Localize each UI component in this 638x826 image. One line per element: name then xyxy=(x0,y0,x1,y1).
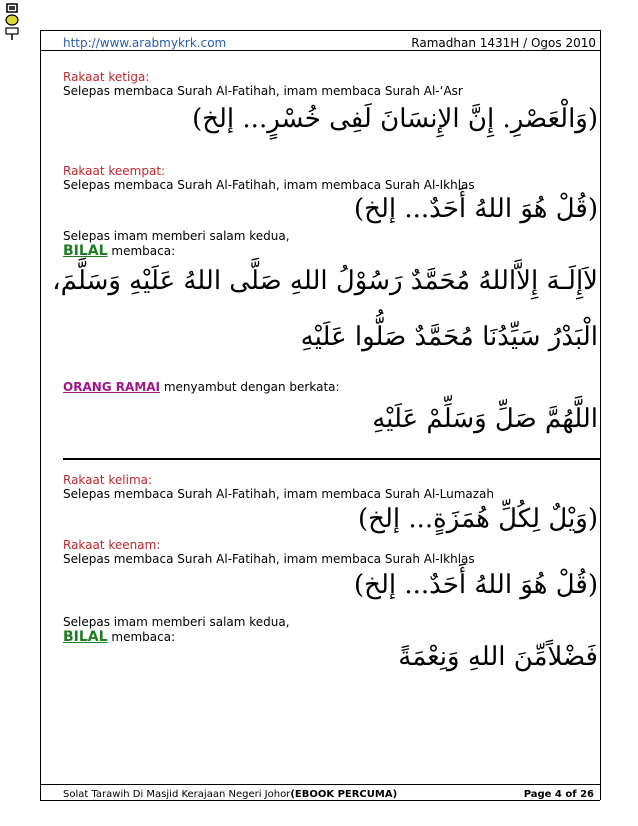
rakaat-kelima-arabic: (وَيْلٌ لِكُلِّ هُمَزَةٍ... إلخ) xyxy=(358,504,598,534)
rakaat-ketiga-text: Selepas membaca Surah Al-Fatihah, imam membaca Surah Al-‘Asr xyxy=(63,84,463,98)
orang-ramai-label: ORANG RAMAI xyxy=(63,380,161,394)
frame-right-line xyxy=(600,30,601,800)
orang-ramai-arabic: اللَّهُمَّ صَلِّ وَسَلِّمْ عَلَيْهِ xyxy=(372,404,598,434)
corner-ornament-icon xyxy=(4,2,22,42)
bilal-line-1 xyxy=(63,243,175,259)
frame-header-underline xyxy=(40,50,600,51)
bilal-arabic-line-1: لاَإِلَـهَ إِلاَّاللهُ مُحَمَّدٌ رَسُوْلُ اللهِ صَلَّى اللهُ عَلَيْهِ وَسَلَّمَ، xyxy=(52,266,598,296)
bilal-suffix-2: membaca: xyxy=(111,630,176,644)
rakaat-keenam-arabic: (قُلْ هُوَ اللهُ أَحَدٌ... إلخ) xyxy=(354,570,598,600)
rakaat-keempat-arabic: (قُلْ هُوَ اللهُ أَحَدٌ... إلخ) xyxy=(354,194,598,224)
orang-ramai-suffix: menyambut dengan berkata: xyxy=(163,380,340,394)
page-number: Page 4 of 26 xyxy=(523,789,594,800)
bilal-arabic-line-2: الْبَدْرُ سَيِّدُنَا مُحَمَّدٌ صَلُّوا عَلَيْهِ xyxy=(300,322,598,352)
salam-text-1: Selepas imam memberi salam kedua, xyxy=(63,229,290,243)
frame-top-line xyxy=(40,30,600,31)
footer-title xyxy=(63,789,397,800)
rakaat-kelima-text: Selepas membaca Surah Al-Fatihah, imam membaca Surah Al-Lumazah xyxy=(63,487,495,501)
salam-text-2: Selepas imam memberi salam kedua, xyxy=(63,615,290,629)
bilal-arabic-fadlan: فَضْلاًمِّنَ اللهِ وَنِعْمَةً xyxy=(398,642,598,672)
footer-ebook-label: (EBOOK PERCUMA) xyxy=(290,789,398,800)
rakaat-keenam-text: Selepas membaca Surah Al-Fatihah, imam membaca Surah Al-Ikhlas xyxy=(63,552,475,566)
rakaat-keempat-text: Selepas membaca Surah Al-Fatihah, imam membaca Surah Al-Ikhlas xyxy=(63,178,475,192)
rakaat-keenam-label: Rakaat keenam: xyxy=(63,538,161,552)
bilal-line-2 xyxy=(63,629,175,645)
footer-title-text: Solat Tarawih Di Masjid Kerajaan Negeri Johor xyxy=(63,789,291,800)
date-header: Ramadhan 1431H / Ogos 2010 xyxy=(411,36,596,50)
rakaat-keempat-label: Rakaat keempat: xyxy=(63,164,166,178)
rakaat-kelima-label: Rakaat kelima: xyxy=(63,473,153,487)
bilal-suffix: membaca: xyxy=(111,244,176,258)
section-divider xyxy=(63,458,601,460)
orang-ramai-line xyxy=(63,380,340,394)
frame-bottom-line xyxy=(40,800,600,801)
frame-footer-topline xyxy=(40,784,600,785)
website-link[interactable]: http://www.arabmykrk.com xyxy=(63,36,227,50)
rakaat-ketiga-arabic: (وَالْعَصْرِ. إِنَّ الإِنسَانَ لَفِى خُسْرٍ... إلخ) xyxy=(192,104,598,134)
frame-left-line xyxy=(40,30,41,800)
bilal-label: BILAL xyxy=(63,243,108,259)
bilal-label-2: BILAL xyxy=(63,629,108,645)
rakaat-ketiga-label: Rakaat ketiga: xyxy=(63,70,150,84)
